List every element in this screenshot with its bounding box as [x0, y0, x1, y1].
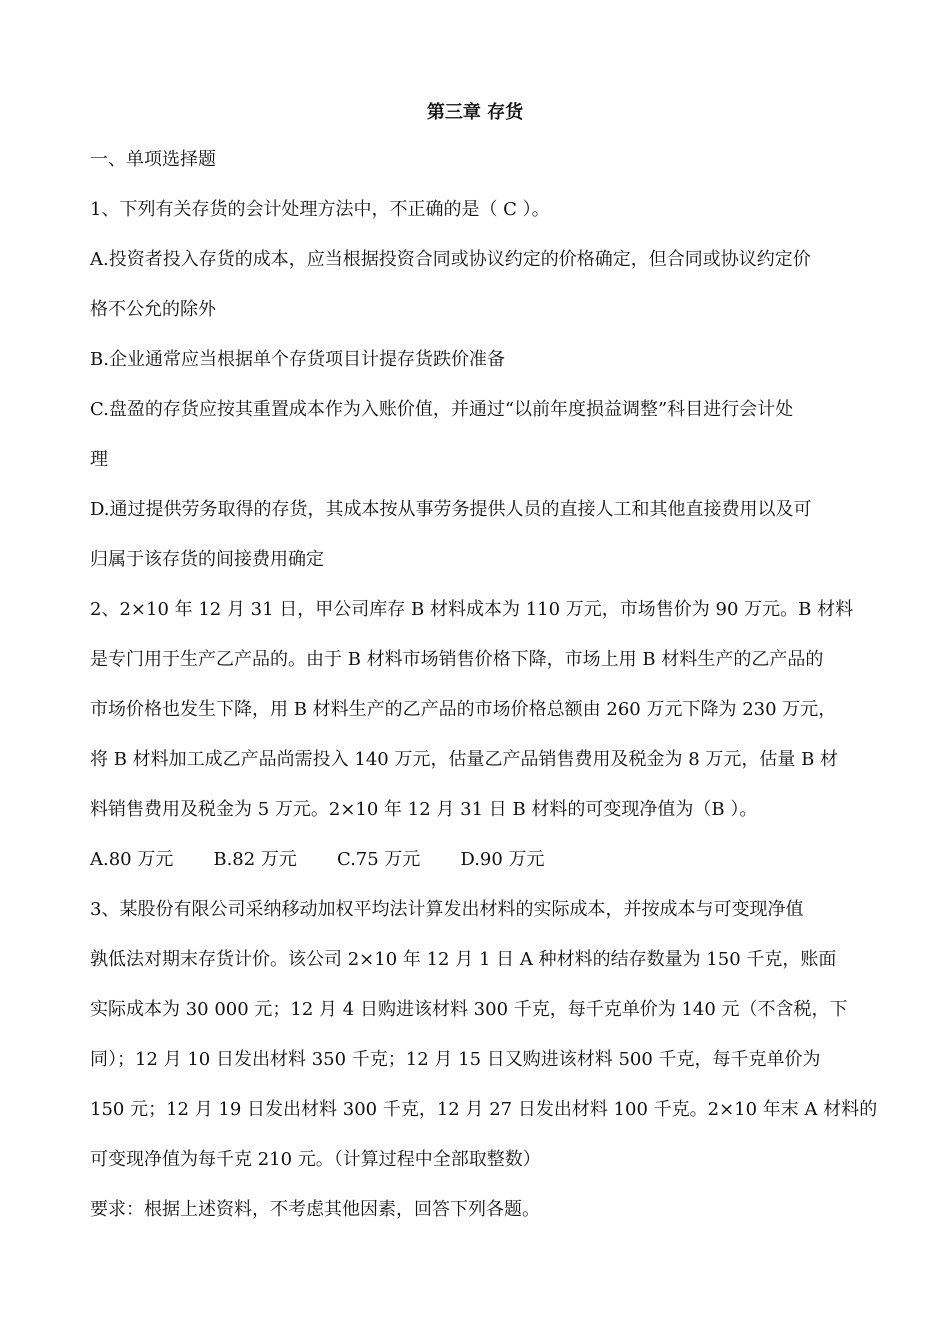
q1-option-d-line2: 归属于该存货的间接费用确定 [90, 549, 324, 570]
q2-text-line: 是专门用于生产乙产品的。由于 B 材料市场销售价格下降，市场上用 B 材料生产的乙产品的 [90, 649, 824, 670]
document-body [90, 135, 878, 1235]
section-heading: 一、单项选择题 [90, 149, 216, 170]
q2-text-line: 市场价格也发生下降，用 B 材料生产的乙产品的市场价格总额由 260 万元下降为 230 万元， [90, 699, 837, 720]
q1-option-a-line1: A.投资者投入存货的成本，应当根据投资合同或协议约定的价格确定，但合同或协议约定价 [90, 249, 811, 270]
q2-option-d: D.90 万元 [460, 849, 545, 870]
q1-option-c-line1: C.盘盈的存货应按其重置成本作为入账价值，并通过“以前年度损益调整”科目进行会计处 [90, 399, 794, 420]
q3-text-line: 可变现净值为每千克 210 元。（计算过程中全部取整数） [90, 1149, 541, 1170]
chapter-title: 第三章 存货 [426, 102, 524, 123]
q3-text-line: 孰低法对期末存货计价。该公司 2×10 年 12 月 1 日 A 种材料的结存数量为 150 千克，账面 [90, 949, 837, 970]
q2-text-line: 料销售费用及税金为 5 万元。2×10 年 12 月 31 日 B 材料的可变现净值为（B ）。 [90, 799, 758, 820]
q1-option-d-line1: D.通过提供劳务取得的存货，其成本按从事劳务提供人员的直接人工和其他直接费用以及可 [90, 499, 812, 520]
q2-options [90, 835, 865, 885]
q3-text-line: 150 元；12 月 19 日发出材料 300 千克，12 月 27 日发出材料 100 千克。2×10 年末 A 材料的 [90, 1099, 878, 1120]
q3-text-line: 同）；12 月 10 日发出材料 350 千克；12 月 15 日又购进该材料 500 千克，每千克单价为 [90, 1049, 821, 1070]
q3-text-line: 实际成本为 30 000 元；12 月 4 日购进该材料 300 千克，每千克单价为 140 元（不含税，下 [90, 999, 848, 1020]
q2-option-b: B.82 万元 [213, 849, 297, 870]
q2-text-line: 将 B 材料加工成乙产品尚需投入 140 万元，估量乙产品销售费用及税金为 8 万元，估量 B 材 [90, 749, 839, 770]
q2-text-line: 2、2×10 年 12 月 31 日，甲公司库存 B 材料成本为 110 万元，市场售价为 90 万元。B 材料 [90, 599, 854, 620]
q3-text-line: 3、某股份有限公司采纳移动加权平均法计算发出材料的实际成本，并按成本与可变现净值 [90, 899, 804, 920]
q2-option-a: A.80 万元 [90, 849, 174, 870]
q1-option-b: B.企业通常应当根据单个存货项目计提存货跌价准备 [90, 349, 505, 370]
q1-option-c-line2: 理 [90, 449, 108, 470]
requirement-text: 要求：根据上述资料，不考虑其他因素，回答下列各题。 [90, 1199, 540, 1220]
q1-option-a-line2: 格不公允的除外 [90, 299, 216, 320]
q1-stem: 1、下列有关存货的会计处理方法中，不正确的是（ C ）。 [90, 199, 550, 220]
q2-option-c: C.75 万元 [336, 849, 421, 870]
